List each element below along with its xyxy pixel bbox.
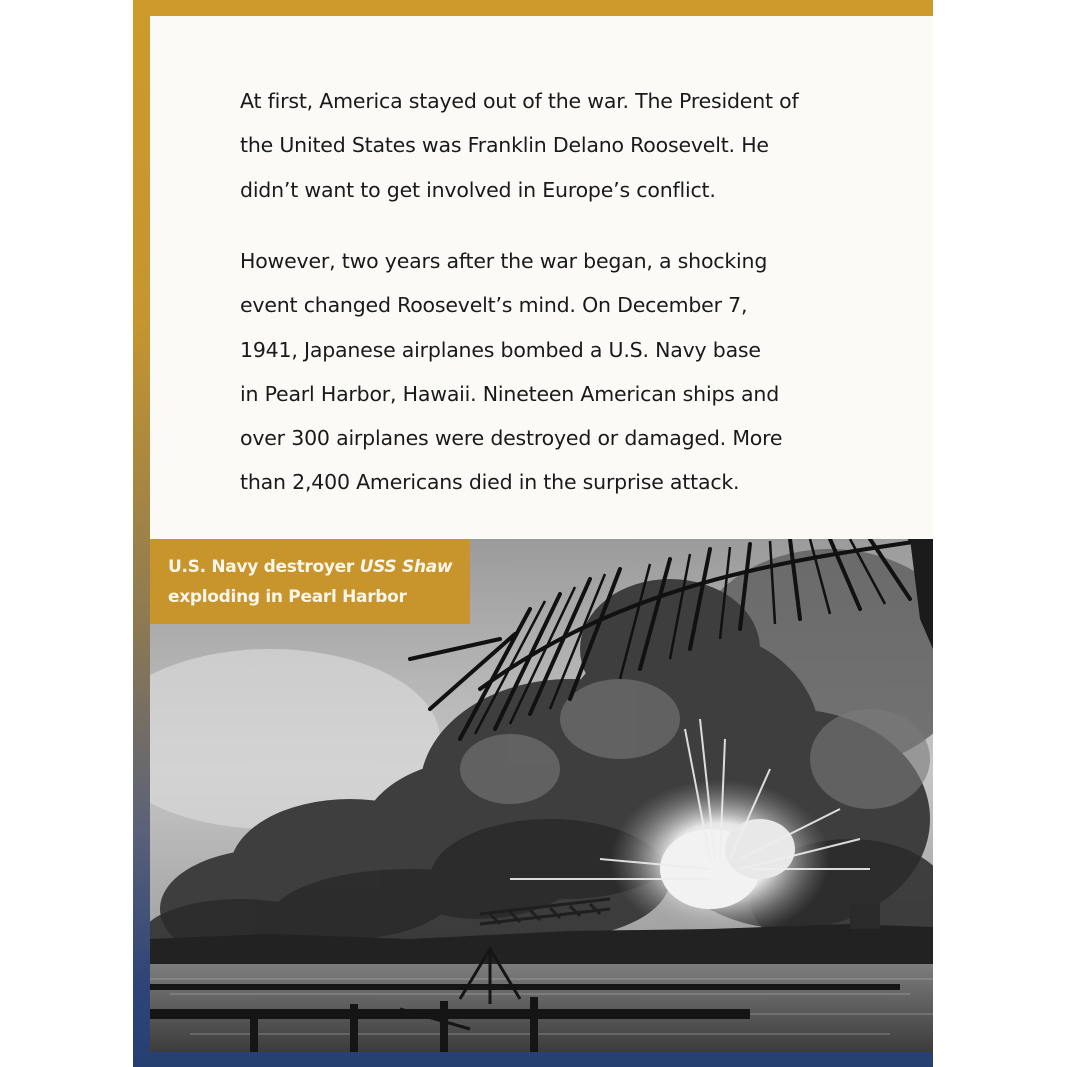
paragraph-line: event changed Roosevelt’s mind. On December 7, xyxy=(240,293,748,318)
paragraph-line: 1941, Japanese airplanes bombed a U.S. Navy base xyxy=(240,337,761,362)
caption-line-2: exploding in Pearl Harbor xyxy=(168,587,407,607)
caption-line-1 xyxy=(168,552,452,582)
paragraph-line: in Pearl Harbor, Hawaii. Nineteen American ships and xyxy=(240,381,780,406)
paragraph-line: At first, America stayed out of the war. The President of xyxy=(240,89,799,113)
paragraph-line: didn’t want to get involved in Europe’s conflict. xyxy=(240,177,716,202)
photo-caption xyxy=(168,552,452,612)
caption-ship-name: USS Shaw xyxy=(359,557,453,577)
paragraph-1 xyxy=(240,79,840,212)
paragraph-line: However, two years after the war began, a shocking xyxy=(240,249,768,273)
paragraph-line: the United States was Franklin Delano Roosevelt. He xyxy=(240,133,769,158)
paragraph-2 xyxy=(240,239,840,505)
caption-prefix: U.S. Navy destroyer xyxy=(168,557,360,577)
paragraph-line: than 2,400 Americans died in the surprise attack. xyxy=(240,470,740,495)
paragraph-line: over 300 airplanes were destroyed or damaged. More xyxy=(240,426,783,451)
